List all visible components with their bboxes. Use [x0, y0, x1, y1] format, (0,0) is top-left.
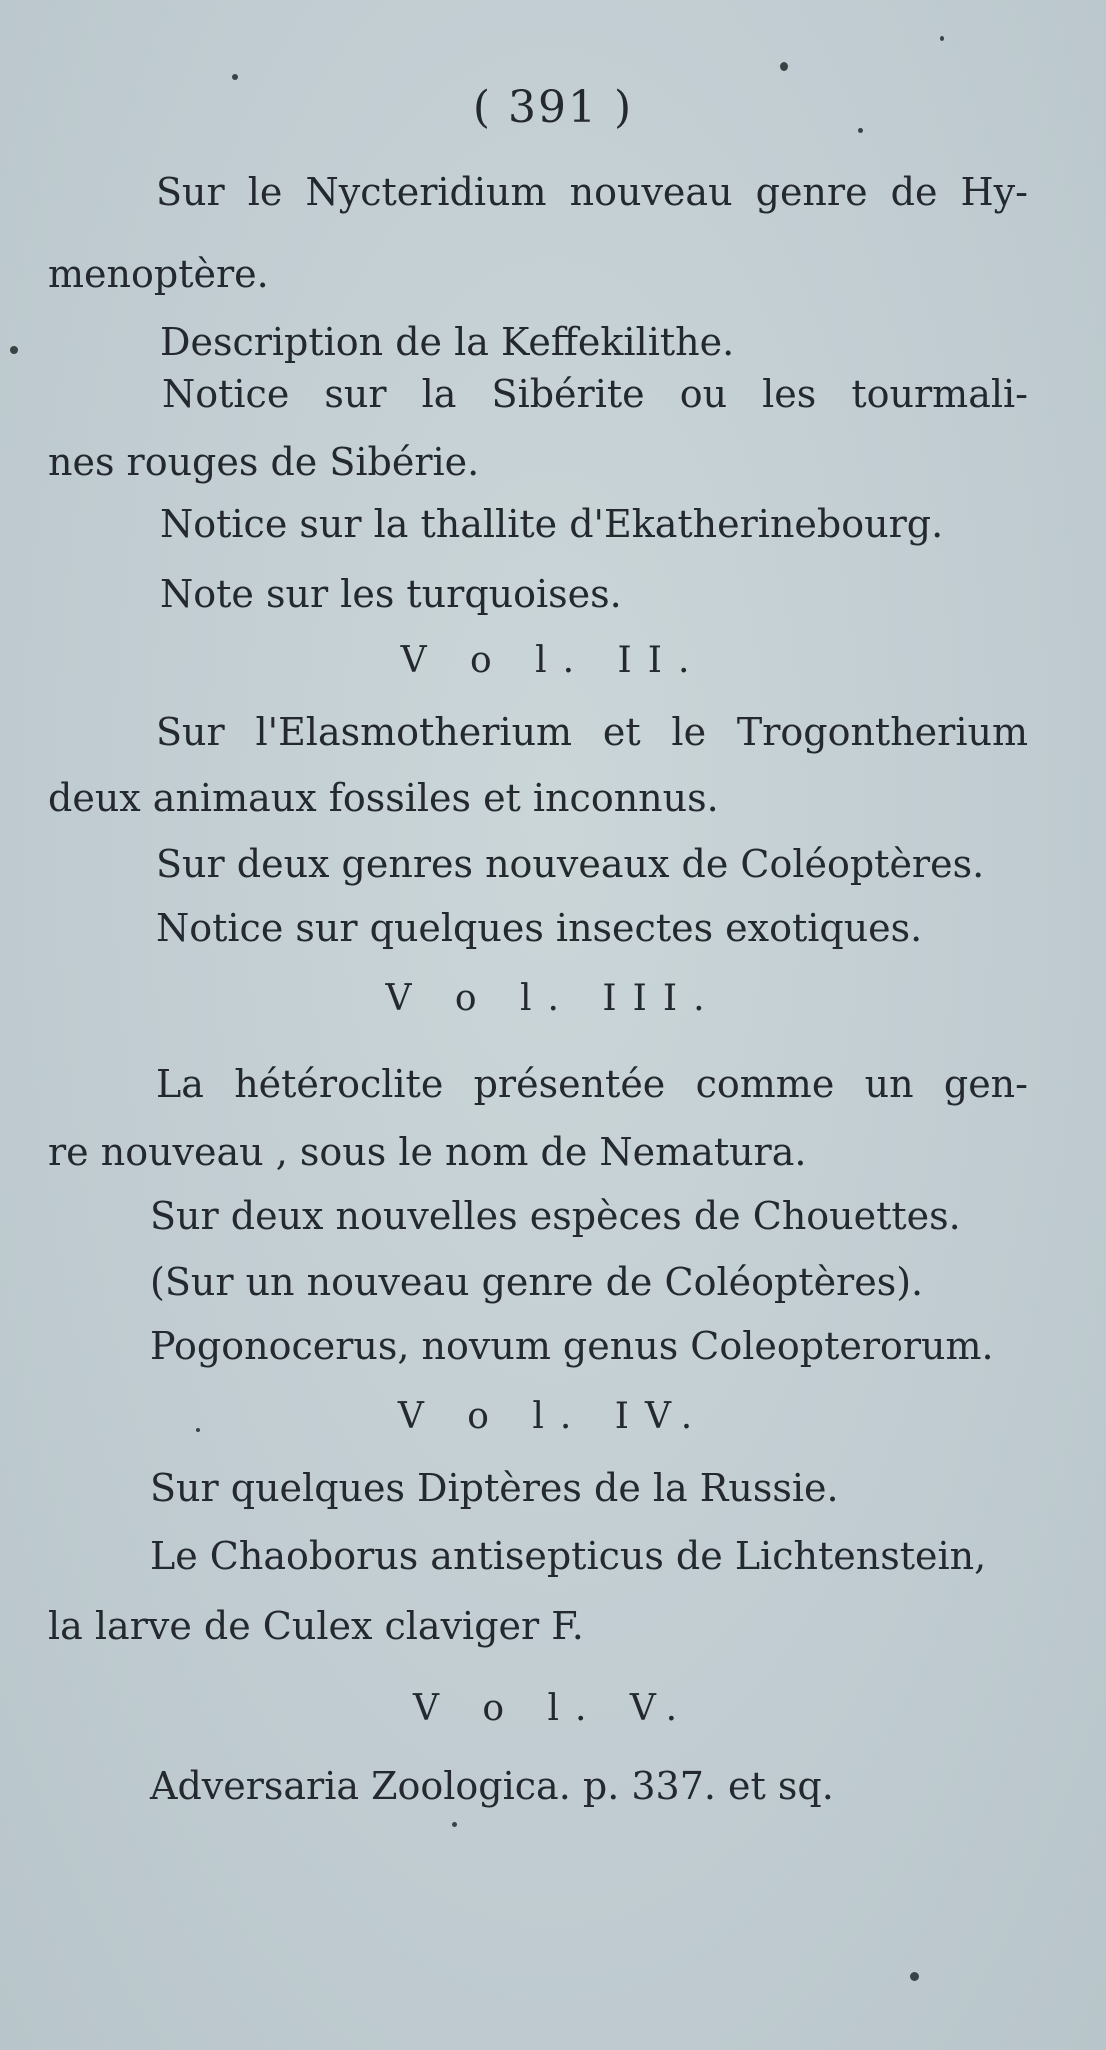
volume-heading: V o l. IV. — [397, 1396, 709, 1437]
text-line: la larve de Culex claviger F. — [48, 1604, 584, 1648]
text-line: re nouveau , sous le nom de Nematura. — [48, 1130, 807, 1174]
page-number: ( 391 ) — [472, 82, 634, 133]
paper-speck — [452, 1822, 457, 1827]
text-line: menoptère. — [48, 252, 269, 296]
paper-speck — [910, 1972, 919, 1981]
text-line: Description de la Keffekilithe. — [160, 320, 735, 364]
paper-speck — [858, 128, 863, 133]
text-line: Sur quelques Diptères de la Russie. — [150, 1466, 839, 1510]
text-line: Pogonocerus, novum genus Coleopterorum. — [150, 1324, 994, 1368]
text-line: deux animaux fossiles et inconnus. — [48, 776, 719, 820]
text-line: Note sur les turquoises. — [160, 572, 622, 616]
text-line: Notice sur quelques insectes exotiques. — [156, 906, 923, 950]
text-line: La hétéroclite présentée comme un gen- — [156, 1062, 1028, 1106]
text-line: Sur deux nouvelles espèces de Chouettes. — [150, 1194, 961, 1238]
text-line: Le Chaoborus antisepticus de Lichtenstein, — [150, 1534, 987, 1578]
volume-heading: V o l. V. — [412, 1688, 694, 1729]
text-line: nes rouges de Sibérie. — [48, 440, 480, 484]
volume-heading: V o l. III. — [385, 978, 721, 1019]
text-line: Sur le Nycteridium nouveau genre de Hy- — [156, 170, 1028, 214]
paper-speck — [10, 346, 18, 354]
paper-speck — [940, 36, 944, 41]
text-line: Adversaria Zoologica. p. 337. et sq. — [150, 1764, 834, 1808]
text-line: Sur l'Elasmotherium et le Trogontherium — [156, 710, 1028, 754]
text-line: Sur deux genres nouveaux de Coléoptères. — [156, 842, 985, 886]
volume-heading: V o l. II. — [400, 640, 706, 681]
text-line: Notice sur la thallite d'Ekatherinebourg. — [160, 502, 944, 546]
paper-speck — [780, 62, 788, 71]
text-line: (Sur un nouveau genre de Coléoptères). — [150, 1260, 924, 1304]
paper-speck — [196, 1428, 200, 1432]
text-line: Notice sur la Sibérite ou les tourmali- — [162, 372, 1028, 416]
paper-speck — [232, 74, 238, 80]
